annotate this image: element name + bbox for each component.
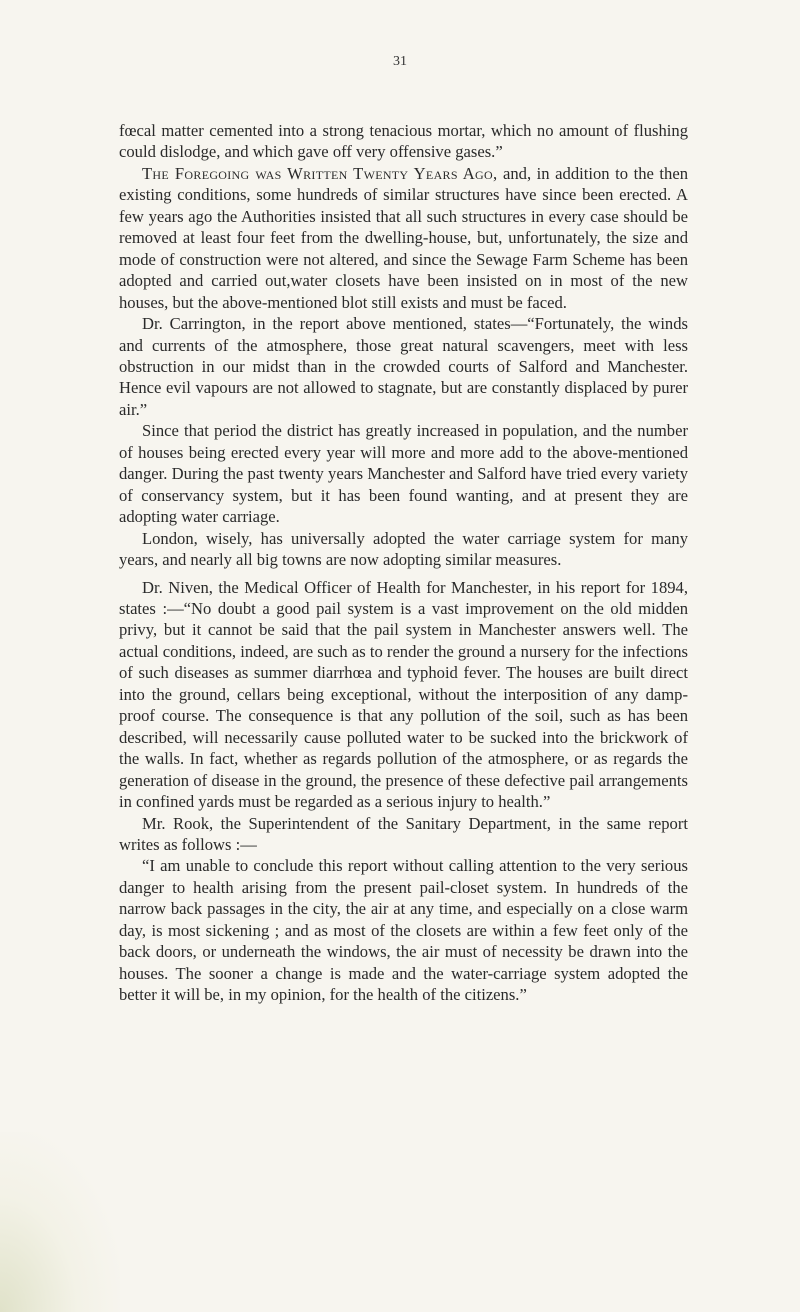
paragraph-3: Dr. Carrington, in the report above mentioned, states—“Fortunately, the winds and currents of the atmosphere, those great natural scavengers, meet with less obstruction in our midst than in the crowded courts of Salford and Manchester. Hence evil vapours are not allowed to stagnate, but are constantly displaced by purer air.” (119, 314, 688, 419)
paragraph-2-text: and, in addition to the then existing conditions, some hundreds of similar structures have since been erected. A few years ago the Authorities insisted that all such structures in every case should be removed at least four feet from the dwelling-house, but, unfortunately, the size and mode of construction were not altered, and since the Sewage Farm Scheme has been adopted and carried out,water closets have been insisted on in most of the new houses, but the above-mentioned blot still exists and must be faced. (119, 163, 688, 312)
paragraph-8: “I am unable to conclude this report without calling attention to the very serious danger to health arising from the present pail-closet system. In hundreds of the narrow back passages in the city, the air at any time, and especially on a close warm day, is most sickening ; and as most of the closets are within a few feet only of the back doors, or underneath the windows, the air must of necessity be drawn into the houses. The sooner a change is made and the water-carriage system adopted the better it will be, in my opinion, for the health of the citizens.” (119, 856, 688, 1005)
paragraph-1: fœcal matter cemented into a strong tenacious mortar, which no amount of flushing could dislodge, and which gave off very offensive gases.” (119, 121, 688, 162)
body-text (119, 120, 688, 1006)
paragraph-7: Mr. Rook, the Superintendent of the Sanitary Department, in the same report writes as follows :— (119, 813, 688, 854)
page-number: 31 (393, 54, 407, 69)
paragraph-2 (119, 163, 688, 313)
paragraph-6: Dr. Niven, the Medical Officer of Health for Manchester, in his report for 1894, states :—“No doubt a good pail system is a vast improvement on the old midden privy, but it cannot be said that the pail system in Manchester answers well. The actual conditions, indeed, are such as to render the ground a nursery for the infections of such diseases as summer diarrhœa and typhoid fever. The houses are built direct into the ground, cellars being exceptional, without the interposition of any damp-proof course. The consequence is that any pollution of the soil, such as has been described, will necessarily cause polluted water to be sucked into the brickwork of the walls. In fact, whether as regards pollution of the atmosphere, or as regards the generation of disease in the ground, the presence of these defective pail arrangements in confined yards must be regarded as a serious injury to health.” (119, 577, 688, 812)
page-discoloration (0, 1132, 120, 1312)
paragraph-5: London, wisely, has universally adopted the water carriage system for many years, and nearly all big towns are now adopting similar measures. (119, 528, 688, 570)
paragraph-4: Since that period the district has greatly increased in population, and the number of houses being erected every year will more and more add to the above-mentioned danger. During the past twenty years Manchester and Salford have tried every variety of conservancy system, but it has been found wanting, and at present they are adopting water carriage. (119, 421, 688, 527)
paragraph-2-heading: The Foregoing was Written Twenty Years Ago, (142, 163, 498, 183)
